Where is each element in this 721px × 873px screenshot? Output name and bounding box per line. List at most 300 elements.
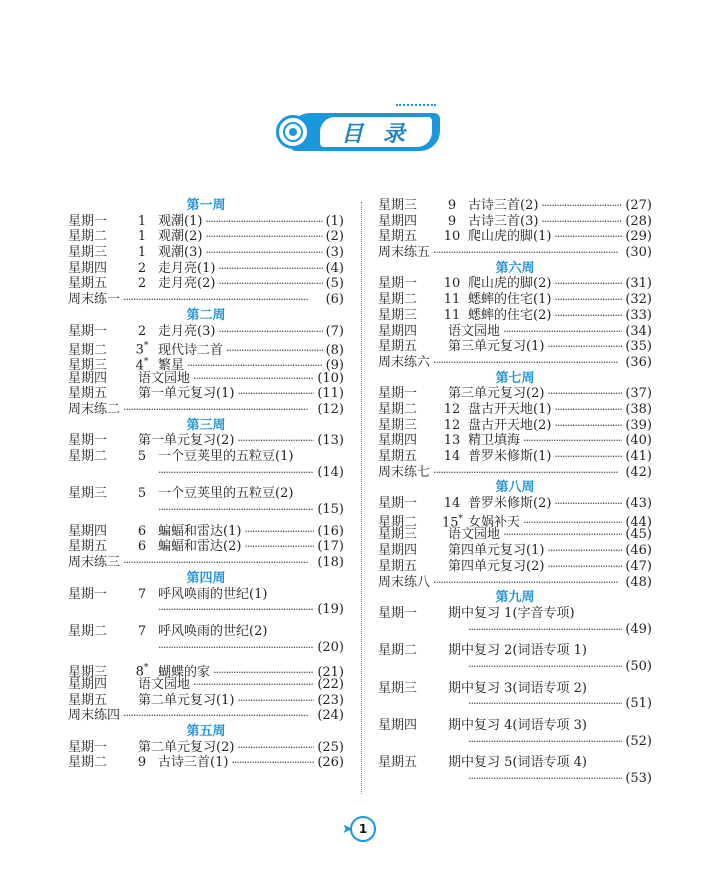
- entry-day: 星期二: [68, 342, 108, 358]
- entry-number: [442, 276, 462, 292]
- toc-entry: [68, 624, 344, 640]
- toc-entry: [68, 486, 344, 502]
- entry-title: 第一单元复习(1): [138, 386, 235, 402]
- entry-number-text: 2: [137, 276, 147, 292]
- entry-page: (32): [625, 292, 652, 308]
- entry-page: (6): [325, 292, 344, 308]
- entry-title: 盘古开天地(2): [468, 417, 552, 433]
- entry-number: [132, 324, 152, 340]
- entry-day: 星期五: [378, 229, 418, 245]
- toc-entry: [378, 449, 652, 465]
- entry-day: 周末练五: [378, 245, 431, 261]
- entry-number-text: 11: [443, 307, 461, 323]
- entry-number-text: 1: [137, 229, 147, 245]
- entry-day: 星期二: [378, 643, 418, 659]
- toc-entry: [378, 643, 652, 659]
- entry-number-text: 12: [443, 417, 461, 433]
- dot-leader: [433, 575, 622, 591]
- dot-leader: [237, 740, 314, 756]
- toc-entry: [378, 418, 652, 434]
- entry-title: 期中复习 5(词语专项 4): [448, 755, 587, 771]
- entry-title: 盘古开天地(1): [468, 401, 552, 417]
- entry-day: 星期三: [378, 198, 418, 213]
- week-title: 第八周: [495, 480, 535, 496]
- entry-title: 蝴蝶的家: [158, 664, 211, 680]
- entry-title: 女娲补天: [468, 515, 521, 531]
- toc-entry: [68, 292, 344, 308]
- entry-title: 古诗三首(2): [468, 198, 539, 213]
- entry-number-text: 6: [137, 523, 147, 539]
- dot-leader: [123, 292, 323, 308]
- dot-leader: [244, 539, 314, 555]
- entry-page: (48): [625, 574, 652, 590]
- dot-leader: [547, 339, 622, 355]
- dot-leader: [237, 693, 314, 709]
- entry-page: (17): [317, 539, 344, 555]
- entry-page: (24): [317, 708, 344, 724]
- entry-number: [442, 229, 462, 245]
- toc-entry: [378, 229, 652, 245]
- entry-number-text: 6: [137, 539, 147, 555]
- dot-leader: [554, 496, 622, 512]
- dot-leader: [218, 261, 322, 277]
- toc-entry: [378, 465, 652, 481]
- entry-day: 周末练二: [68, 401, 121, 417]
- toc-entry: [378, 402, 652, 418]
- entry-number: [132, 539, 152, 555]
- entry-number: [132, 229, 152, 245]
- entry-number-text: 14: [443, 496, 461, 512]
- entry-day: 周末练四: [68, 708, 121, 724]
- entry-number: [132, 755, 152, 771]
- entry-number: [132, 486, 152, 502]
- entry-title: 期中复习 4(词语专项 3): [448, 718, 587, 733]
- entry-number: [442, 214, 462, 230]
- entry-day: 星期一: [68, 213, 108, 229]
- entry-day: 星期五: [378, 558, 418, 574]
- entry-title: 精卫填海: [468, 433, 521, 449]
- entry-page: (28): [625, 213, 652, 229]
- entry-day: 星期四: [68, 260, 108, 276]
- entry-day: 星期四: [378, 718, 418, 733]
- dot-leader: [158, 465, 314, 481]
- entry-page: (34): [625, 323, 652, 339]
- entry-number: [132, 261, 152, 277]
- entry-title: 一个豆荚里的五粒豆(1): [158, 449, 294, 464]
- entry-number: [442, 308, 462, 324]
- dot-leader: [547, 386, 622, 402]
- entry-title: 一个豆荚里的五粒豆(2): [158, 486, 294, 502]
- toc-entry: [68, 587, 344, 603]
- entry-page: (4): [325, 260, 344, 276]
- entry-day: 星期四: [68, 523, 108, 539]
- entry-page: (47): [625, 558, 652, 574]
- dot-leader: [123, 555, 314, 571]
- entry-day: 星期五: [68, 692, 108, 708]
- entry-title: 第二单元复习(1): [138, 692, 235, 708]
- dot-leader: [468, 771, 622, 787]
- toc-entry: [68, 324, 344, 340]
- column-divider: [361, 202, 362, 794]
- entry-page: (37): [625, 386, 652, 402]
- dot-leader: [205, 245, 322, 261]
- entry-day: 星期五: [68, 276, 108, 292]
- entry-page: (53): [625, 771, 652, 787]
- dot-leader: [554, 292, 622, 308]
- entry-page: (42): [625, 464, 652, 480]
- dot-leader: [468, 659, 622, 675]
- week-title: 第五周: [186, 724, 226, 739]
- dot-leader: [554, 418, 622, 434]
- entry-title: 蟋蟀的住宅(2): [468, 307, 552, 323]
- entry-page: (50): [625, 658, 652, 674]
- entry-page: (1): [325, 213, 344, 229]
- entry-number: [132, 624, 152, 640]
- entry-day: 星期二: [378, 292, 418, 308]
- entry-title: 古诗三首(3): [468, 213, 539, 229]
- entry-number-text: 11: [443, 292, 461, 308]
- toc-entry: [68, 433, 344, 449]
- toc-header: [272, 104, 444, 154]
- entry-number: [132, 524, 152, 540]
- entry-number-text: 10: [443, 276, 461, 292]
- entry-page: (14): [317, 464, 344, 480]
- toc-entry-continued: [68, 640, 344, 656]
- toc-entry: [68, 276, 344, 292]
- toc-entry: [68, 229, 344, 245]
- dot-leader: [523, 433, 622, 449]
- entry-page: (16): [317, 523, 344, 539]
- dot-leader: [433, 465, 622, 481]
- toc-entry-continued: [378, 734, 652, 750]
- toc-entry: [68, 386, 344, 402]
- week-title: 第四周: [186, 570, 226, 586]
- entry-number-text: 9: [137, 755, 147, 771]
- entry-day: 星期四: [68, 370, 108, 386]
- entry-number: [132, 449, 152, 465]
- dot-leader: [547, 559, 622, 575]
- entry-page: (25): [317, 739, 344, 755]
- toc-entry: [378, 324, 652, 340]
- entry-title: 蟋蟀的住宅(1): [468, 292, 552, 308]
- toc-entry: [378, 527, 652, 543]
- entry-title: 走月亮(2): [158, 276, 216, 292]
- entry-title: 走月亮(3): [158, 323, 216, 339]
- toc-entry: [378, 214, 652, 230]
- toc-entry: [378, 355, 652, 371]
- dot-leader: [158, 502, 314, 518]
- entry-page: (8): [325, 342, 344, 358]
- page-number: 1: [350, 816, 376, 842]
- entry-title: 蝙蝠和雷达(1): [158, 523, 242, 539]
- toc-entry-continued: [68, 502, 344, 518]
- entry-page: (2): [325, 229, 344, 245]
- entry-title: 现代诗二首: [158, 342, 224, 358]
- entry-number-text: 4: [135, 358, 144, 374]
- entry-page: (20): [317, 639, 344, 655]
- dot-leader: [503, 324, 622, 340]
- toc-entry-continued: [68, 602, 344, 618]
- entry-title: 第二单元复习(2): [138, 739, 235, 755]
- toc-entry: [68, 677, 344, 693]
- entry-number: [132, 587, 152, 603]
- entry-number-text: 1: [137, 245, 147, 261]
- entry-day: 星期三: [378, 527, 418, 543]
- entry-page: (39): [625, 417, 652, 433]
- entry-title: 呼风唤雨的世纪(1): [158, 586, 268, 602]
- entry-number-text: 7: [137, 586, 147, 602]
- entry-page: (19): [317, 602, 344, 618]
- entry-number-text: 7: [137, 623, 147, 639]
- toc-entry: [378, 543, 652, 559]
- toc-entry: [378, 292, 652, 308]
- entry-number: [132, 245, 152, 261]
- entry-day: 星期五: [68, 386, 108, 402]
- entry-page: (9): [325, 358, 344, 374]
- toc-left-column: [68, 198, 344, 771]
- entry-title: 语文园地: [138, 676, 191, 692]
- entry-page: (41): [625, 449, 652, 464]
- entry-number: [442, 496, 462, 512]
- entry-page: (26): [317, 755, 344, 771]
- entry-title: 普罗米修斯(2): [468, 496, 552, 512]
- entry-day: 周末练一: [68, 292, 121, 308]
- toc-entry: [68, 755, 344, 771]
- entry-page: (15): [317, 502, 344, 518]
- entry-page: (44): [625, 515, 652, 531]
- dot-leader: [193, 677, 314, 693]
- entry-page: (45): [625, 527, 652, 543]
- toc-entry: [378, 559, 652, 575]
- toc-entry-continued: [378, 696, 652, 712]
- star-mark: *: [143, 663, 149, 674]
- entry-day: 星期一: [68, 323, 108, 339]
- toc-entry: [68, 524, 344, 540]
- entry-day: 星期二: [378, 401, 418, 417]
- entry-title: 第三单元复习(1): [448, 339, 545, 355]
- dot-leader: [158, 602, 314, 618]
- entry-title: 期中复习 1(字音专项): [448, 605, 575, 621]
- target-icon: [276, 115, 310, 149]
- entry-page: (10): [317, 370, 344, 386]
- entry-page: (13): [317, 433, 344, 449]
- entry-day: 星期四: [378, 543, 418, 559]
- entry-page: (43): [625, 496, 652, 512]
- toc-entry: [378, 755, 652, 771]
- header-banner: [290, 113, 440, 151]
- toc-entry-continued: [378, 659, 652, 675]
- entry-day: 星期三: [68, 664, 108, 680]
- week-title: 第九周: [495, 590, 535, 606]
- toc-entry: [68, 214, 344, 230]
- entry-day: 周末练六: [378, 354, 431, 370]
- entry-page: (7): [325, 323, 344, 339]
- entry-title: 语文园地: [138, 370, 191, 386]
- entry-day: 星期三: [68, 245, 108, 261]
- entry-day: 星期一: [378, 496, 418, 512]
- week-title: 第一周: [186, 198, 226, 213]
- entry-page: (40): [625, 433, 652, 449]
- entry-page: (21): [317, 664, 344, 680]
- dot-leader: [123, 402, 314, 418]
- dot-leader: [554, 276, 622, 292]
- toc-entry: [378, 386, 652, 402]
- toc-entry: [378, 718, 652, 734]
- dot-leader: [218, 324, 322, 340]
- entry-day: 星期四: [378, 213, 418, 229]
- dot-leader: [433, 355, 622, 371]
- dot-leader: [237, 386, 314, 402]
- week-title: 第六周: [495, 260, 535, 276]
- entry-number-text: 9: [447, 198, 457, 213]
- dot-leader: [541, 198, 622, 214]
- entry-number: [442, 198, 462, 214]
- dot-leader: [205, 229, 322, 245]
- entry-page: (33): [625, 307, 652, 323]
- entry-title: 古诗三首(1): [158, 755, 229, 771]
- toc-entry: [68, 245, 344, 261]
- star-mark: *: [143, 356, 149, 367]
- entry-title: 期中复习 2(词语专项 1): [448, 643, 587, 659]
- entry-number: [442, 402, 462, 418]
- entry-number-text: 1: [137, 213, 147, 229]
- dot-leader: [231, 755, 314, 771]
- entry-page: (12): [317, 401, 344, 417]
- toc-entry: [378, 245, 652, 261]
- dot-leader: [554, 402, 622, 418]
- toc-entry: [68, 740, 344, 756]
- entry-page: (5): [325, 276, 344, 292]
- toc-entry-continued: [378, 622, 652, 638]
- entry-number-text: 9: [447, 213, 457, 229]
- dot-leader: [237, 433, 314, 449]
- entry-day: 星期二: [68, 623, 108, 639]
- entry-day: 星期二: [68, 229, 108, 245]
- entry-number: [132, 214, 152, 230]
- dot-leader: [226, 343, 323, 359]
- entry-number: [442, 449, 462, 465]
- entry-title: 观潮(3): [158, 245, 203, 261]
- entry-page: (29): [625, 229, 652, 245]
- dot-leader: [468, 696, 622, 712]
- page-title: 目 录: [320, 117, 432, 147]
- entry-day: 星期五: [378, 755, 418, 771]
- toc-entry: [68, 661, 344, 680]
- dot-leader: [468, 622, 622, 638]
- star-mark: *: [143, 341, 149, 352]
- entry-title: 观潮(2): [158, 229, 203, 245]
- entry-number-text: 14: [443, 449, 461, 464]
- dot-leader: [433, 245, 622, 261]
- entry-page: (51): [625, 696, 652, 712]
- dot-leader: [554, 229, 622, 245]
- entry-day: 星期三: [378, 417, 418, 433]
- entry-number-text: 2: [137, 260, 147, 276]
- toc-entry: [378, 512, 652, 531]
- dot-leader: [158, 640, 314, 656]
- entry-page: (35): [625, 339, 652, 355]
- entry-number: [442, 292, 462, 308]
- arrow-icon: ➤: [342, 822, 353, 837]
- dot-leader: [468, 734, 622, 750]
- entry-title: 第四单元复习(2): [448, 558, 545, 574]
- entry-number-text: 5: [137, 449, 147, 464]
- entry-number: [132, 276, 152, 292]
- entry-number-text: 8: [135, 664, 144, 680]
- entry-day: 星期一: [68, 433, 108, 449]
- entry-day: 星期一: [68, 739, 108, 755]
- dot-leader: [554, 308, 622, 324]
- entry-spacer: [378, 787, 652, 793]
- toc-entry: [68, 355, 344, 374]
- toc-entry: [378, 575, 652, 591]
- entry-title: 观潮(1): [158, 213, 203, 229]
- week-title: 第二周: [186, 307, 226, 323]
- entry-day: 星期四: [378, 433, 418, 449]
- entry-day: 星期三: [68, 358, 108, 374]
- entry-number-text: 5: [137, 486, 147, 502]
- entry-page: (52): [625, 733, 652, 749]
- entry-number: [442, 418, 462, 434]
- entry-day: 星期三: [68, 486, 108, 502]
- entry-number-text: 3: [135, 342, 144, 358]
- entry-title: 走月亮(1): [158, 260, 216, 276]
- entry-day: 星期四: [378, 323, 418, 339]
- entry-title: 语文园地: [448, 323, 501, 339]
- entry-day: 星期二: [68, 449, 108, 464]
- dot-leader: [503, 527, 622, 543]
- entry-page: (27): [625, 198, 652, 213]
- entry-day: 星期一: [378, 605, 418, 621]
- entry-day: 星期四: [68, 676, 108, 692]
- entry-title: 普罗米修斯(1): [468, 449, 552, 464]
- toc-entry: [68, 339, 344, 358]
- toc-entry-continued: [68, 465, 344, 481]
- entry-number: [442, 433, 462, 449]
- toc-entry: [378, 276, 652, 292]
- star-mark: *: [458, 513, 464, 524]
- entry-title: 爬山虎的脚(1): [468, 229, 552, 245]
- dot-leader: [205, 214, 322, 230]
- toc-entry-continued: [378, 771, 652, 787]
- entry-day: 周末练八: [378, 574, 431, 590]
- entry-title: 蝙蝠和雷达(2): [158, 539, 242, 555]
- dot-leader: [547, 543, 622, 559]
- entry-page: (31): [625, 276, 652, 292]
- week-title: 第三周: [186, 417, 226, 433]
- toc-entry: [68, 555, 344, 571]
- entry-number-text: 10: [443, 229, 461, 245]
- dot-leader: [541, 214, 622, 230]
- entry-number-text: 15: [442, 515, 459, 531]
- entry-day: 周末练三: [68, 555, 121, 571]
- entry-day: 星期三: [378, 307, 418, 323]
- toc-right-column: [378, 198, 652, 793]
- toc-entry: [378, 339, 652, 355]
- entry-title: 语文园地: [448, 527, 501, 543]
- entry-title: 第一单元复习(2): [138, 433, 235, 449]
- toc-entry: [68, 449, 344, 465]
- entry-page: (30): [625, 245, 652, 261]
- toc-entry: [378, 681, 652, 697]
- toc-entry: [378, 198, 652, 214]
- entry-day: 星期五: [68, 539, 108, 555]
- toc-entry: [68, 539, 344, 555]
- dot-leader: [123, 708, 314, 724]
- entry-page: (23): [317, 692, 344, 708]
- entry-day: 星期一: [378, 386, 418, 402]
- entry-page: (36): [625, 354, 652, 370]
